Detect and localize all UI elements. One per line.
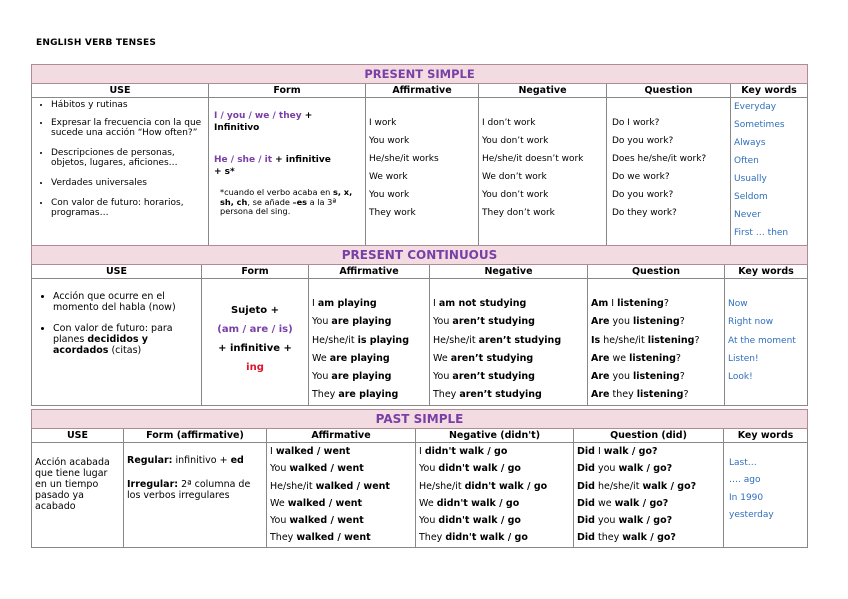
pst-q-line (577, 512, 720, 529)
pc-q-mark: ? (683, 389, 689, 401)
pst-form-irregular-label: Irregular: (127, 479, 179, 490)
pst-q-subject: you (594, 463, 619, 475)
ps-use-item: • Hábitos y rutinas (51, 100, 205, 110)
pst-neg-verb: didn't walk / go (438, 515, 521, 527)
ps-form-plus-infinitive: + infinitive (272, 155, 331, 165)
pst-header-form: Form (affirmative) (124, 429, 267, 443)
pst-header-keywords: Key words (724, 429, 808, 443)
pc-neg-verb: aren’t studying (478, 334, 562, 346)
pst-keyword: …. ago (729, 475, 761, 486)
ps-neg-line: He/she/it doesn’t work (482, 154, 584, 164)
pst-q-verb: walk / go? (603, 446, 658, 457)
pst-header-question: Question (did) (574, 429, 724, 443)
pc-q-mark: ? (679, 316, 685, 328)
ps-neg-line: I don’t work (482, 118, 536, 128)
pc-q-verb: listening (632, 371, 680, 383)
pst-neg-subject: They (419, 532, 446, 544)
pc-neg-line (433, 332, 584, 350)
pst-keyword: Last… (729, 458, 757, 468)
ps-header-keywords: Key words (731, 84, 808, 98)
pst-neg-line (419, 460, 570, 477)
pc-keyword: Listen! (728, 353, 759, 364)
pc-aff-verb: is playing (357, 334, 409, 346)
pst-q-verb: walk / go? (642, 480, 697, 492)
ps-keyword: Always (734, 138, 766, 148)
pst-q-subject: they (594, 532, 623, 544)
pc-q-verb: listening (629, 352, 676, 364)
pst-form-irregular-text: 2ª columna de los verbos irregulares (127, 479, 251, 501)
pst-aff-subject: They (270, 532, 297, 544)
pst-affirmative-cell (267, 443, 416, 548)
ps-note-text: *cuando el verbo acaba en (220, 187, 333, 197)
ps-keyword: Sometimes (734, 120, 785, 130)
pc-aff-verb: are playing (331, 316, 392, 328)
pc-use-text: Con valor de futuro: para planes (53, 323, 173, 345)
pst-header-affirmative: Affirmative (267, 429, 416, 443)
pc-aff-verb: am playing (317, 298, 377, 309)
pst-q-aux: Did (577, 532, 595, 544)
present-simple-table (31, 64, 808, 246)
ps-form-subjects-third: He / she / it (214, 155, 272, 165)
pc-q-mark: ? (694, 334, 700, 346)
pc-aff-verb: are playing (329, 352, 390, 364)
pst-q-subject: we (594, 497, 615, 509)
pc-neg-subject: They (433, 389, 460, 401)
pst-neg-subject: We (419, 497, 437, 509)
ps-aff-line: They work (369, 208, 416, 218)
ps-q-line: Do we work? (612, 172, 670, 182)
past-simple-table (31, 409, 808, 548)
pst-aff-line (270, 512, 412, 529)
ps-use-item: • Expresar la frecuencia con la que sucede una acción “How often?” (51, 118, 205, 138)
ps-q-line: Do I work? (612, 118, 660, 128)
pc-aff-subject: You (312, 371, 332, 383)
pst-aff-verb: walked / went (289, 463, 364, 475)
present-simple-heading: PRESENT SIMPLE (32, 65, 808, 84)
pc-neg-subject: We (433, 352, 451, 364)
ps-neg-line: They don’t work (482, 208, 555, 218)
ps-aff-line: He/she/it works (369, 154, 439, 164)
pst-q-subject: you (594, 515, 619, 527)
pst-aff-subject: You (270, 515, 290, 527)
pc-header-affirmative: Affirmative (309, 265, 430, 279)
pc-aff-subject: He/she/it (312, 334, 358, 346)
pc-aff-line (312, 332, 426, 350)
pst-aff-verb: walked / went (315, 480, 390, 492)
document-title: ENGLISH VERB TENSES (36, 38, 157, 48)
pc-aff-line (312, 368, 426, 386)
pc-q-subject: they (609, 389, 637, 401)
pc-aff-verb: are playing (338, 389, 399, 401)
present-continuous-table (31, 245, 808, 406)
pst-neg-line (419, 529, 570, 546)
pc-q-line (591, 313, 721, 331)
pc-q-line (591, 332, 721, 350)
pc-neg-verb: aren’t studying (452, 316, 535, 328)
pc-aff-subject: You (312, 316, 332, 328)
pc-question-cell (588, 279, 725, 406)
ps-aff-line: You work (369, 190, 410, 200)
ps-use-item: • Descripciones de personas, objetos, lugares, aficiones… (51, 148, 205, 168)
pc-q-subject: he/she/it (600, 334, 648, 346)
pc-use-bold: decididos y acordados (53, 334, 148, 356)
pst-q-subject: I (594, 446, 604, 457)
pc-q-verb: listening (632, 316, 680, 328)
pst-form-ed: ed (230, 455, 244, 466)
pc-affirmative-cell (309, 279, 430, 406)
pst-form-regular (127, 455, 263, 466)
past-simple-heading: PAST SIMPLE (32, 410, 808, 429)
pc-use-item: • Acción que ocurre en el momento del habla (now) (53, 291, 198, 313)
pst-q-aux: Did (577, 446, 595, 457)
pc-aff-line (312, 386, 426, 404)
pst-aff-subject: We (270, 497, 288, 509)
pc-q-mark: ? (663, 298, 669, 309)
ps-keyword: Everyday (734, 102, 777, 112)
ps-neg-line: You don’t work (482, 136, 549, 146)
pst-q-verb: walk / go? (614, 497, 669, 509)
ps-header-affirmative: Affirmative (366, 84, 479, 98)
ps-keyword: Usually (734, 174, 767, 184)
ps-header-form: Form (209, 84, 366, 98)
pc-form-cell (202, 279, 309, 406)
pst-form-regular-text: infinitivo + (172, 455, 231, 466)
pc-header-question: Question (588, 265, 725, 279)
pst-neg-verb: didn't walk / go (436, 497, 520, 509)
ps-q-line: Does he/she/it work? (612, 154, 707, 164)
pst-neg-subject: You (419, 515, 439, 527)
pst-neg-line (419, 478, 570, 495)
ps-keyword: Often (734, 156, 759, 166)
ps-aff-line: We work (369, 172, 408, 182)
pst-neg-subject: I (419, 446, 425, 457)
pst-neg-verb: didn't walk / go (464, 480, 548, 492)
pst-q-line (577, 495, 720, 512)
pc-keyword: Look! (728, 372, 753, 383)
pc-neg-verb: aren’t studying (452, 371, 535, 383)
pc-q-verb: listening (647, 334, 695, 346)
pst-header-use: USE (32, 429, 124, 443)
pc-keywords-cell (725, 279, 808, 406)
pst-negative-cell (416, 443, 574, 548)
pc-neg-line (433, 350, 584, 368)
ps-aff-line: You work (369, 136, 410, 146)
ps-note-endings: s, x, sh, ch (220, 187, 353, 207)
ps-question-cell (607, 98, 731, 246)
pst-q-line (577, 460, 720, 477)
pc-q-subject: you (609, 316, 633, 328)
pc-neg-line (433, 368, 584, 386)
pc-q-verb: listening (617, 298, 664, 309)
ps-q-line: Do you work? (612, 190, 674, 200)
ps-use-cell (32, 98, 209, 246)
pst-aff-verb: walked / went (289, 515, 364, 527)
ps-neg-line: We don’t work (482, 172, 547, 182)
pc-aff-verb: are playing (331, 371, 392, 383)
pc-q-verb: listening (636, 389, 684, 401)
pst-q-subject: he/she/it (594, 480, 643, 492)
pc-use-cell (32, 279, 202, 406)
ps-note-es: –es (292, 196, 308, 207)
ps-form-note (214, 188, 361, 217)
pc-header-use: USE (32, 265, 202, 279)
pc-keyword: Now (728, 299, 748, 309)
pc-q-aux: Is (591, 334, 601, 346)
pst-form-cell (124, 443, 267, 548)
pc-q-aux: Are (591, 371, 610, 383)
pc-aff-subject: We (312, 352, 330, 364)
pst-aff-subject: I (270, 446, 276, 457)
pc-neg-verb: aren’t studying (459, 389, 542, 401)
ps-form-plus: + (301, 111, 313, 121)
ps-note-text: a la 3ª persona del sing. (220, 196, 337, 216)
pc-aff-subject: They (312, 389, 339, 401)
pst-q-aux: Did (577, 480, 595, 492)
pc-header-form: Form (202, 265, 309, 279)
pst-use-cell (32, 443, 124, 548)
pc-q-line (591, 295, 721, 313)
pc-aff-line (312, 350, 426, 368)
ps-form-cell (209, 98, 366, 246)
pst-question-cell (574, 443, 724, 548)
ps-form-subjects-plural: I / you / we / they (214, 111, 302, 121)
pc-neg-subject: You (433, 371, 453, 383)
pst-form-irregular (127, 479, 263, 501)
pc-q-mark: ? (675, 352, 681, 364)
ps-form-suffix: + s* (214, 167, 235, 177)
pst-neg-subject: You (419, 463, 439, 475)
ps-keywords-cell (731, 98, 808, 246)
pc-header-negative: Negative (430, 265, 588, 279)
pst-aff-verb: walked / went (287, 497, 363, 509)
pst-aff-subject: You (270, 463, 290, 475)
pc-form-auxiliary: (am / are / is) (217, 324, 293, 335)
pst-q-verb: walk / go? (622, 532, 676, 544)
ps-aff-line: I work (369, 118, 397, 128)
pst-q-line (577, 529, 720, 546)
pst-keyword: yesterday (729, 509, 774, 520)
pc-form-infinitive: + infinitive + (218, 343, 292, 354)
pc-negative-cell (430, 279, 588, 406)
pst-aff-verb: walked / went (275, 446, 351, 457)
ps-use-item: • Con valor de futuro: horarios, programas… (51, 198, 205, 218)
pc-q-aux: Are (591, 316, 610, 328)
pc-q-subject: you (609, 371, 633, 383)
pst-aff-subject: He/she/it (270, 480, 316, 492)
ps-q-line: Do you work? (612, 136, 674, 146)
pc-neg-subject: You (433, 316, 453, 328)
ps-keyword: First … then (734, 228, 789, 238)
pst-neg-line (419, 495, 570, 512)
pc-aff-subject: I (312, 298, 318, 309)
pc-q-subject: I (608, 298, 618, 309)
pst-aff-verb: walked / went (296, 532, 371, 544)
ps-keyword: Never (734, 210, 761, 220)
pst-aff-line (270, 529, 412, 546)
pst-form-regular-label: Regular: (127, 455, 173, 466)
pc-q-aux: Are (591, 352, 610, 364)
pc-neg-line (433, 313, 584, 331)
pc-q-subject: we (609, 352, 630, 364)
pc-neg-subject: He/she/it (433, 334, 479, 346)
pst-aff-line (270, 495, 412, 512)
pc-keyword: At the moment (728, 335, 796, 346)
pst-header-negative: Negative (didn't) (416, 429, 574, 443)
pc-neg-line (433, 295, 584, 313)
ps-form-infinitive: Infinitivo (214, 123, 260, 133)
pc-neg-verb: am not studying (438, 298, 527, 309)
ps-use-item: • Verdades universales (51, 178, 205, 188)
ps-affirmative-cell (366, 98, 479, 246)
ps-keyword: Seldom (734, 192, 768, 202)
pc-neg-verb: aren’t studying (450, 352, 534, 364)
pst-q-aux: Did (577, 463, 595, 475)
pc-header-keywords: Key words (725, 265, 808, 279)
pst-use-text: Acción acabada que tiene lugar en un tiempo pasado ya acabado (35, 457, 110, 512)
pc-keyword: Right now (728, 317, 774, 328)
ps-header-question: Question (607, 84, 731, 98)
pst-q-verb: walk / go? (618, 515, 673, 527)
pc-q-aux: Am (591, 298, 609, 309)
ps-negative-cell (479, 98, 607, 246)
pc-form-subject: Sujeto + (230, 305, 280, 316)
pst-neg-verb: didn't walk / go (438, 463, 521, 475)
pst-neg-line (419, 512, 570, 529)
pst-neg-subject: He/she/it (419, 480, 465, 492)
pst-neg-line (419, 443, 570, 460)
pst-q-aux: Did (577, 515, 595, 527)
pc-neg-line (433, 386, 584, 404)
pc-aff-line (312, 313, 426, 331)
ps-note-text: , se añade (247, 196, 293, 207)
pst-q-verb: walk / go? (618, 463, 673, 475)
pst-q-line (577, 443, 720, 460)
pst-neg-verb: didn't walk / go (445, 532, 528, 544)
pc-q-mark: ? (679, 371, 685, 383)
pst-q-aux: Did (577, 497, 595, 509)
present-continuous-heading: PRESENT CONTINUOUS (32, 246, 808, 265)
pst-aff-line (270, 478, 412, 495)
pc-use-item (53, 323, 198, 356)
pst-aff-line (270, 460, 412, 477)
pc-q-line (591, 350, 721, 368)
pst-keyword: In 1990 (729, 492, 764, 503)
pst-neg-verb: didn't walk / go (424, 446, 508, 457)
pc-aff-line (312, 295, 426, 313)
pst-keywords-cell (724, 443, 808, 548)
pst-q-line (577, 478, 720, 495)
ps-header-use: USE (32, 84, 209, 98)
pc-q-line (591, 368, 721, 386)
ps-neg-line: You don’t work (482, 190, 549, 200)
pc-form-ing: ing (246, 362, 264, 373)
pst-aff-line (270, 443, 412, 460)
ps-q-line: Do they work? (612, 208, 677, 218)
ps-header-negative: Negative (479, 84, 607, 98)
pc-neg-subject: I (433, 298, 439, 309)
pc-q-aux: Are (591, 389, 610, 401)
pc-use-text: (citas) (108, 345, 142, 356)
pc-q-line (591, 386, 721, 404)
